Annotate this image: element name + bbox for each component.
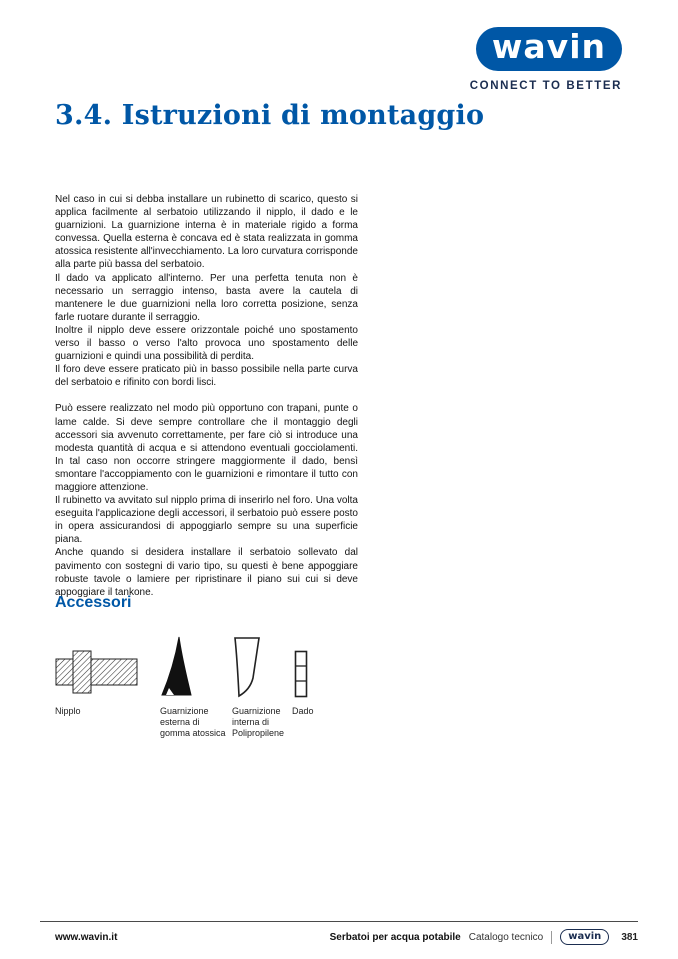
- dado-drawing-svg: [292, 650, 310, 698]
- nipplo-drawing: [55, 634, 160, 698]
- footer-right: [330, 929, 638, 945]
- guarnizione-esterna-drawing-svg: [160, 636, 194, 698]
- figure-dado: [292, 634, 332, 717]
- paragraph: Nel caso in cui si debba installare un rubinetto di scarico, questo si applica facilmente al serbatoio utilizzando il nipplo, il dado e le guarnizioni. La guarnizione interna è in materiale rigido a forma convessa. Quella esterna è concava ed è stata realizzata in gomma atossica resistente all'invecchiamento. La loro curvatura corrisponde alla parte più bassa del serbatoio.: [55, 194, 358, 271]
- paragraph: Il foro deve essere praticato più in basso possibile nella parte curva del serbatoio e rifinito con bordi lisci.: [55, 364, 358, 389]
- footer-doc-subtitle: Catalogo tecnico: [468, 931, 544, 943]
- figure-guarnizione-interna: [232, 634, 292, 739]
- instructions-text: [55, 193, 358, 599]
- figure-label: Nipplo: [55, 706, 81, 716]
- brand-header: [470, 27, 622, 92]
- figure-guarnizione-esterna: [160, 634, 232, 739]
- paragraph: Il dado va applicato all'interno. Per una perfetta tenuta non è necessario un serraggio intenso, basta avere la cautela di mantenere le due guarnizioni nella loro corretta posizione, senza farle ruotare durante il serraggio.: [55, 272, 358, 323]
- footer-doc-title: Serbatoi per acqua potabile: [329, 931, 461, 943]
- dado-drawing: [292, 634, 332, 698]
- wavin-logo: wavin: [476, 27, 622, 71]
- guarnizione-interna-drawing: [232, 634, 292, 698]
- paragraph: Il rubinetto va avvitato sul nipplo prima di inserirlo nel foro. Una volta eseguita l'applicazione degli accessori, il serbatoio può essere posto in opera assicurandosi di appoggiarlo sempre su una superficie piana.: [55, 495, 358, 546]
- guarnizione-interna-drawing-svg: [232, 636, 262, 698]
- brand-tagline: CONNECT TO BETTER: [469, 80, 622, 92]
- figure-label: Guarnizione esterna di gomma atossica: [160, 706, 226, 738]
- accessories-figures: [55, 634, 332, 739]
- page-number: 381: [621, 931, 638, 943]
- figure-label: Dado: [292, 706, 314, 716]
- footer-divider: [551, 931, 552, 944]
- footer-rule: [40, 921, 638, 922]
- footer: [40, 929, 638, 945]
- paragraph: Anche quando si desidera installare il serbatoio sollevato dal pavimento con sostegni di vario tipo, su questi è bene appoggiare robuste tavole o lamiere per ripristinare il piano sui cui si deve appoggiare il tankone.: [55, 547, 358, 598]
- figure-nipplo: [55, 634, 160, 717]
- nipplo-drawing-svg: [55, 646, 139, 698]
- guarnizione-esterna-drawing: [160, 634, 232, 698]
- footer-website-link[interactable]: www.wavin.it: [55, 931, 118, 943]
- page-title: 3.4. Istruzioni di montaggio: [55, 100, 485, 131]
- paragraph: Può essere realizzato nel modo più opportuno con trapani, punte o lame calde. Si deve sempre controllare che il montaggio degli accessori sia avvenuto correttamente, per fare ciò si introduce una modesta quantità di acqua e si attendono eventuali gocciolamenti. In tal caso non occorre stringere maggiormente il dado, bensì smontare l'accoppiamento con le guarnizioni e rimontare il tutto con maggiore attenzione.: [55, 403, 358, 493]
- section-heading-accessori: Accessori: [55, 594, 132, 611]
- paragraph: Inoltre il nipplo deve essere orizzontale poiché uno spostamento verso il basso o verso l'alto provoca uno spostamento delle guarnizioni e quindi una possibilità di perdita.: [55, 324, 358, 363]
- wavin-logo-small: wavin: [560, 929, 609, 945]
- figure-label: Guarnizione interna di Polipropilene: [232, 706, 285, 738]
